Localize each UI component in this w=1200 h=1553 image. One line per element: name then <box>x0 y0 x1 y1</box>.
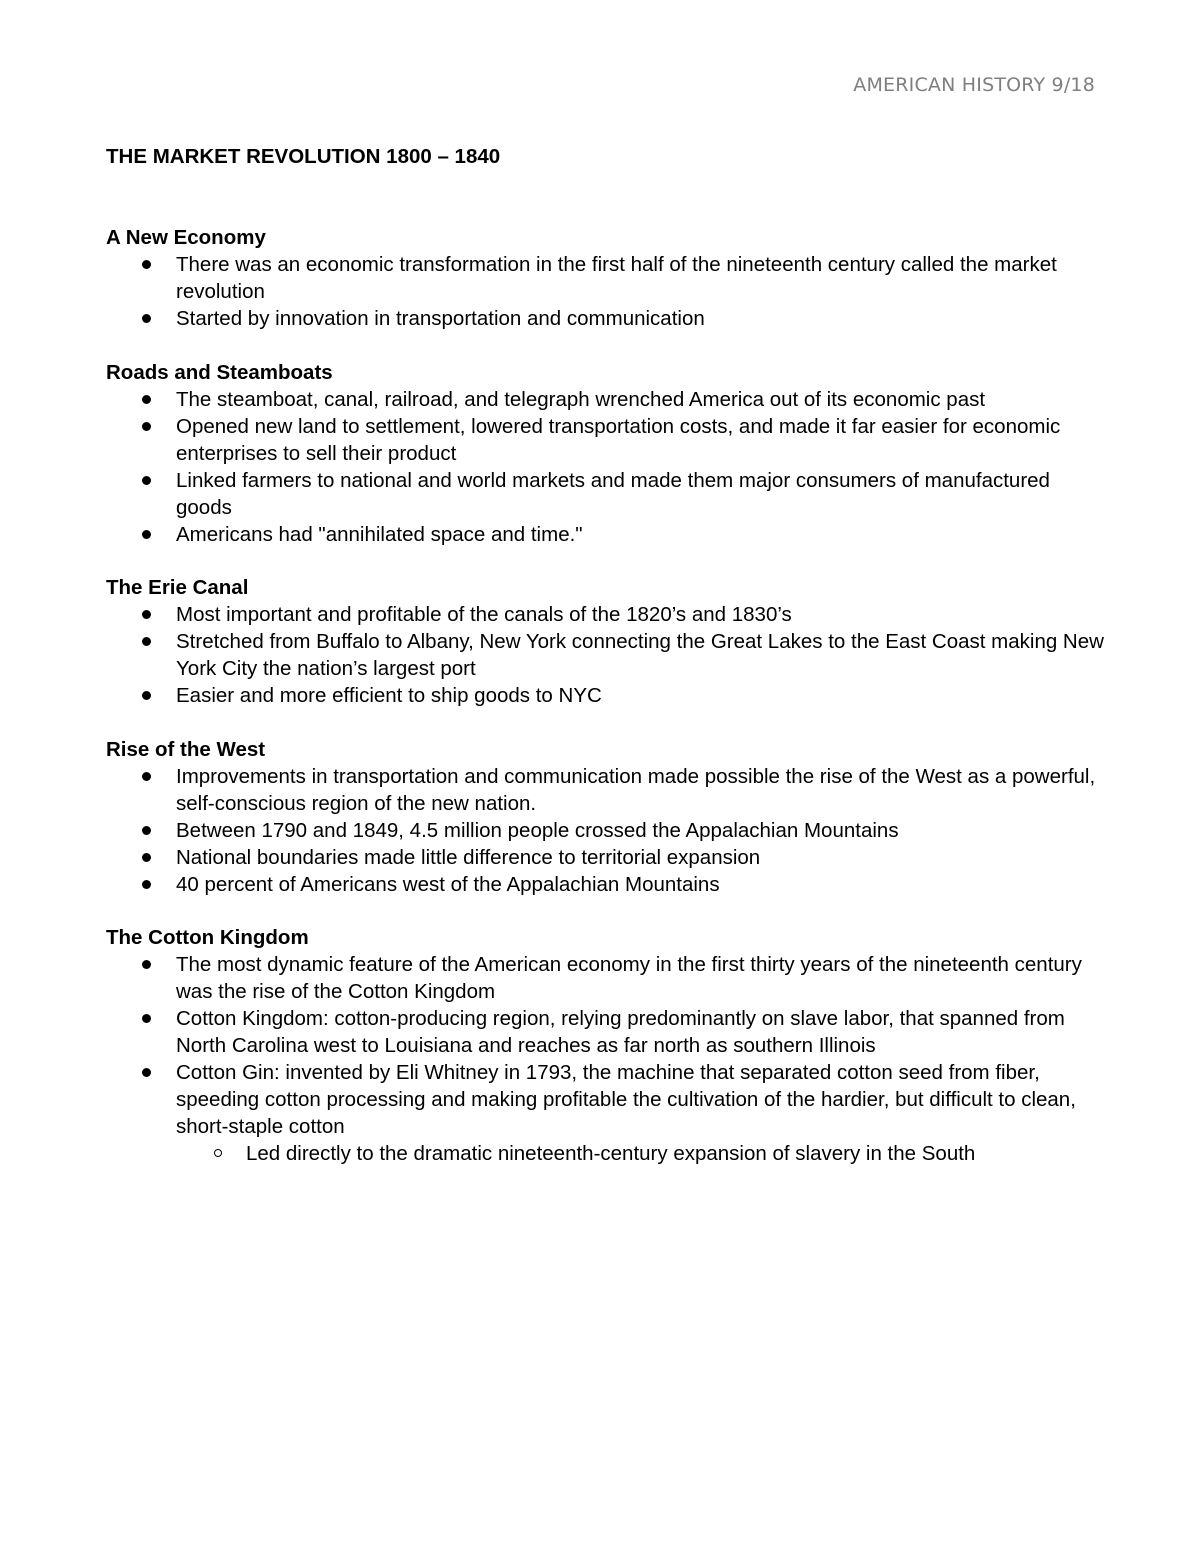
section-a-new-economy <box>106 224 1106 332</box>
bullet-dot-icon <box>142 826 151 835</box>
list-item-text: 40 percent of Americans west of the Appalachian Mountains <box>176 872 720 896</box>
bullet-dot-icon <box>142 637 151 646</box>
bullet-list <box>106 601 1106 709</box>
list-item <box>106 682 1106 709</box>
bullet-dot-icon <box>142 960 151 969</box>
section-heading: Roads and Steamboats <box>106 360 333 384</box>
list-item <box>106 817 1106 844</box>
list-item <box>106 467 1106 521</box>
list-item <box>106 1005 1106 1059</box>
list-item-text: National boundaries made little difference to territorial expansion <box>176 845 761 869</box>
list-item <box>106 871 1106 898</box>
section-heading: The Cotton Kingdom <box>106 926 309 949</box>
bullet-dot-icon <box>142 1014 151 1023</box>
bullet-dot-icon <box>142 853 151 862</box>
list-item <box>106 251 1106 305</box>
hollow-bullet-icon <box>214 1149 222 1157</box>
list-item <box>106 521 1106 548</box>
list-item-text: Between 1790 and 1849, 4.5 million people crossed the Appalachian Mountains <box>176 818 899 842</box>
sub-list-item-text: Led directly to the dramatic nineteenth-century expansion of slavery in the South <box>246 1142 976 1165</box>
list-item-text: Stretched from Buffalo to Albany, New York connecting the Great Lakes to the East Coast making New York City the nation’s largest port <box>176 630 1104 680</box>
bullet-dot-icon <box>142 476 151 485</box>
list-item-text: Opened new land to settlement, lowered transportation costs, and made it far easier for economic enterprises to sell their product <box>176 414 1061 465</box>
list-item <box>106 305 1106 332</box>
list-item-text: Cotton Gin: invented by Eli Whitney in 1793, the machine that separated cotton seed from fiber, speeding cotton processing and making profitable the cultivation of the hardier, but difficult to clean, short-staple cotton <box>176 1061 1076 1138</box>
sub-list-item <box>106 1140 1106 1167</box>
section-the-cotton-kingdom <box>106 924 1106 1167</box>
bullet-dot-icon <box>142 772 151 781</box>
section-rise-of-the-west <box>106 736 1106 898</box>
bullet-list <box>106 251 1106 332</box>
document-title: THE MARKET REVOLUTION 1800 – 1840 <box>106 145 501 168</box>
section-heading: A New Economy <box>106 226 266 249</box>
document-body <box>106 143 1106 1194</box>
bullet-dot-icon <box>142 395 151 404</box>
list-item-text: Linked farmers to national and world markets and made them major consumers of manufactured goods <box>176 468 1050 519</box>
list-item <box>106 763 1106 817</box>
course-header: AMERICAN HISTORY 9/18 <box>853 74 1095 96</box>
list-item <box>106 628 1106 682</box>
list-item-text: Easier and more efficient to ship goods to NYC <box>176 684 602 707</box>
list-item-text: The steamboat, canal, railroad, and telegraph wrenched America out of its economic past <box>176 387 986 411</box>
list-item <box>106 951 1106 1005</box>
bullet-dot-icon <box>142 314 151 323</box>
list-item <box>106 413 1106 467</box>
bullet-dot-icon <box>142 1068 151 1077</box>
list-item-text: There was an economic transformation in the first half of the nineteenth century called the market revolution <box>176 253 1057 303</box>
section-the-erie-canal <box>106 574 1106 709</box>
bullet-dot-icon <box>142 530 151 539</box>
list-item-text: Most important and profitable of the canals of the 1820’s and 1830’s <box>176 603 792 626</box>
list-item-text: Started by innovation in transportation and communication <box>176 307 705 330</box>
bullet-dot-icon <box>142 422 151 431</box>
list-item <box>106 844 1106 871</box>
section-heading: The Erie Canal <box>106 576 249 599</box>
bullet-list <box>106 763 1106 898</box>
bullet-list <box>106 951 1106 1167</box>
bullet-dot-icon <box>142 260 151 269</box>
list-item <box>106 601 1106 628</box>
bullet-dot-icon <box>142 691 151 700</box>
bullet-dot-icon <box>142 610 151 619</box>
list-item-text: Cotton Kingdom: cotton-producing region, relying predominantly on slave labor, that spanned from North Carolina west to Louisiana and reaches as far north as southern Illinois <box>176 1007 1065 1057</box>
bullet-list <box>106 386 1106 548</box>
list-item <box>106 1059 1106 1140</box>
list-item-text: Americans had "annihilated space and time." <box>176 522 583 546</box>
section-heading: Rise of the West <box>106 737 266 761</box>
section-roads-and-steamboats <box>106 359 1106 548</box>
list-item-text: The most dynamic feature of the American economy in the first thirty years of the nineteenth century was the rise of the Cotton Kingdom <box>176 953 1082 1003</box>
list-item <box>106 386 1106 413</box>
bullet-dot-icon <box>142 880 151 889</box>
list-item-text: Improvements in transportation and communication made possible the rise of the West as a powerful, self-conscious region of the new nation. <box>176 764 1096 815</box>
